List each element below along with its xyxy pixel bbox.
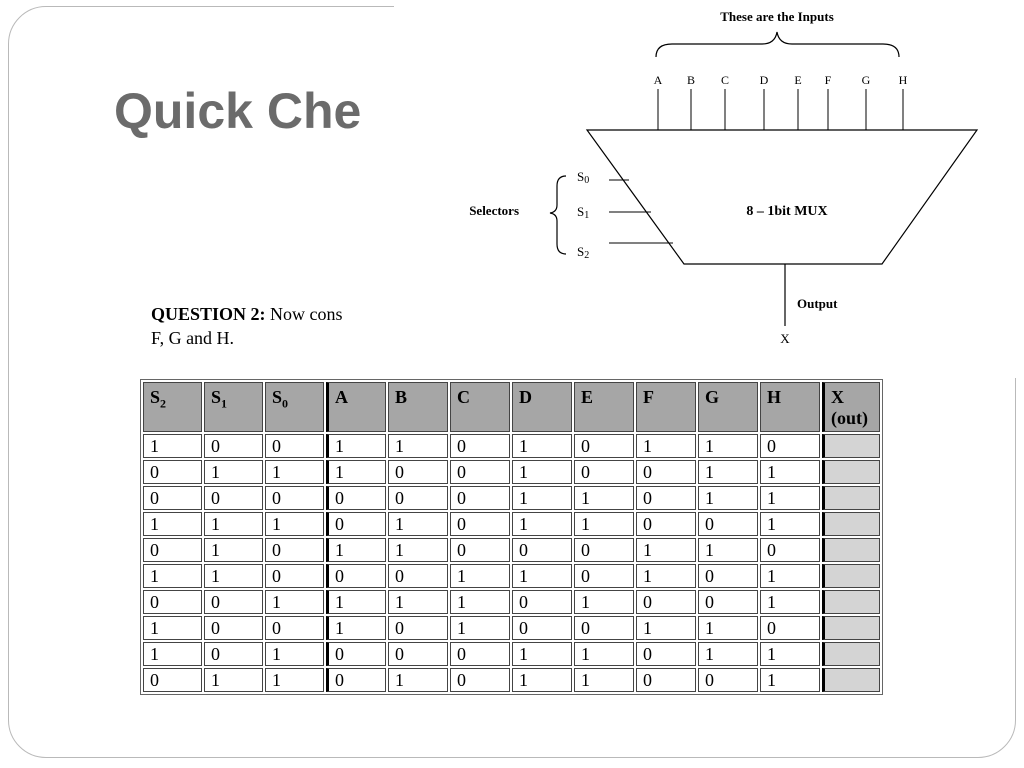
table-row (143, 668, 880, 692)
table-cell: 1 (450, 564, 510, 588)
table-row (143, 460, 880, 484)
output-answer-cell[interactable] (822, 460, 880, 484)
table-cell: 0 (204, 642, 263, 666)
table-cell: 1 (698, 616, 758, 640)
table-row (143, 616, 880, 640)
table-header-x-out (822, 382, 880, 432)
table-cell: 0 (388, 486, 448, 510)
output-answer-cell[interactable] (822, 668, 880, 692)
table-cell: 1 (388, 538, 448, 562)
table-cell: 0 (574, 564, 634, 588)
table-cell: 0 (574, 434, 634, 458)
table-cell: 0 (326, 668, 386, 692)
table-cell: 1 (143, 434, 202, 458)
table-cell: 1 (265, 668, 324, 692)
selector-pins-group (577, 169, 589, 261)
table-cell: 1 (760, 564, 820, 588)
question-text-line2: F, G and H. (151, 328, 235, 348)
table-cell: 0 (143, 486, 202, 510)
table-cell: 0 (388, 616, 448, 640)
output-answer-cell[interactable] (822, 590, 880, 614)
question-label: QUESTION 2: (151, 304, 266, 324)
output-answer-cell[interactable] (822, 616, 880, 640)
table-cell: 0 (204, 486, 263, 510)
slide-title: Quick Che (114, 83, 362, 139)
table-cell: 1 (204, 460, 263, 484)
table-cell: 0 (636, 486, 696, 510)
table-cell: 0 (326, 512, 386, 536)
table-cell: 0 (388, 642, 448, 666)
table-row (143, 590, 880, 614)
table-cell: 1 (265, 460, 324, 484)
output-answer-cell[interactable] (822, 486, 880, 510)
table-cell: 0 (265, 434, 324, 458)
table-cell: 1 (698, 460, 758, 484)
table-header-c: C (450, 382, 510, 432)
table-cell: 1 (636, 616, 696, 640)
input-name-f: F (824, 73, 832, 87)
table-cell: 0 (450, 434, 510, 458)
table-cell: 0 (450, 486, 510, 510)
table-header-a: A (326, 382, 386, 432)
table-cell: 0 (450, 668, 510, 692)
table-cell: 0 (574, 538, 634, 562)
table-row (143, 434, 880, 458)
inputs-label: These are the Inputs (720, 9, 834, 24)
table-cell: 1 (574, 512, 634, 536)
selector-pin-s0: S0 (577, 169, 590, 186)
table-cell: 1 (574, 590, 634, 614)
input-name-g: G (861, 73, 871, 87)
table-cell: 1 (760, 486, 820, 510)
table-cell: 0 (636, 590, 696, 614)
table-cell: 1 (760, 590, 820, 614)
truth-table (141, 380, 882, 694)
table-cell: 1 (204, 512, 263, 536)
table-cell: 1 (388, 590, 448, 614)
table-cell: 1 (265, 642, 324, 666)
table-cell: 1 (326, 460, 386, 484)
table-cell: 1 (450, 590, 510, 614)
table-cell: 0 (698, 668, 758, 692)
table-header-out-label: (out) (831, 408, 868, 428)
selector-pin-s1: S1 (577, 204, 590, 221)
selectors-brace (550, 176, 566, 254)
table-cell: 0 (204, 590, 263, 614)
question-text-block (151, 302, 401, 350)
table-header-b: B (388, 382, 448, 432)
table-cell: 0 (636, 668, 696, 692)
table-cell: 0 (760, 434, 820, 458)
table-cell: 1 (204, 538, 263, 562)
table-cell: 1 (204, 668, 263, 692)
mux-label: 8 – 1bit MUX (746, 204, 828, 219)
table-cell: 1 (512, 668, 572, 692)
selectors-label: Selectors (469, 203, 519, 218)
table-cell: 1 (143, 564, 202, 588)
table-cell: 1 (760, 512, 820, 536)
table-cell: 0 (698, 564, 758, 588)
input-name-d: D (759, 73, 769, 87)
table-header-d: D (512, 382, 572, 432)
table-cell: 0 (574, 460, 634, 484)
table-cell: 0 (636, 642, 696, 666)
inputs-brace (656, 32, 899, 57)
table-cell: 1 (574, 486, 634, 510)
table-cell: 0 (636, 460, 696, 484)
table-cell: 0 (265, 486, 324, 510)
table-cell: 0 (326, 564, 386, 588)
input-names-group (654, 73, 908, 87)
table-cell: 1 (265, 512, 324, 536)
input-lines-group (658, 89, 903, 130)
table-row (143, 486, 880, 510)
table-cell: 1 (326, 590, 386, 614)
table-cell: 0 (388, 460, 448, 484)
table-cell: 1 (698, 538, 758, 562)
output-label: Output (797, 296, 838, 311)
table-cell: 1 (760, 668, 820, 692)
table-cell: 0 (636, 512, 696, 536)
table-cell: 0 (450, 512, 510, 536)
input-name-e: E (794, 73, 802, 87)
table-cell: 1 (512, 486, 572, 510)
table-header-s0: $S_0$ (265, 382, 324, 432)
table-row (143, 642, 880, 666)
table-cell: 0 (574, 616, 634, 640)
table-cell: 1 (698, 642, 758, 666)
table-header-s1: $S_1$ (204, 382, 263, 432)
table-cell: 0 (450, 460, 510, 484)
table-cell: 0 (760, 538, 820, 562)
mux-diagram-panel (394, 0, 1024, 378)
output-answer-cell[interactable] (822, 538, 880, 562)
table-cell: 0 (512, 616, 572, 640)
input-name-c: C (720, 73, 730, 87)
table-cell: 1 (760, 460, 820, 484)
table-cell: 1 (512, 642, 572, 666)
mux-body (587, 130, 977, 264)
table-cell: 1 (574, 668, 634, 692)
table-cell: 1 (636, 538, 696, 562)
table-cell: 0 (265, 616, 324, 640)
table-cell: 1 (636, 434, 696, 458)
table-cell: 1 (388, 512, 448, 536)
table-cell: 0 (388, 564, 448, 588)
table-cell: 0 (698, 512, 758, 536)
table-cell: 1 (326, 434, 386, 458)
table-cell: 1 (450, 616, 510, 640)
question-text: Now cons (270, 304, 343, 324)
table-header-h: H (760, 382, 820, 432)
input-name-h: H (898, 73, 908, 87)
table-cell: 1 (512, 512, 572, 536)
table-cell: 1 (512, 434, 572, 458)
table-cell: 1 (388, 668, 448, 692)
table-cell: 1 (512, 460, 572, 484)
output-pin-label: X (780, 331, 790, 346)
table-cell: 1 (326, 538, 386, 562)
table-header-f: F (636, 382, 696, 432)
table-cell: 0 (698, 590, 758, 614)
output-answer-cell[interactable] (822, 512, 880, 536)
table-cell: 1 (204, 564, 263, 588)
table-header-g: G (698, 382, 758, 432)
table-cell: 1 (388, 434, 448, 458)
truth-table-frame (140, 379, 883, 695)
table-cell: 0 (204, 434, 263, 458)
table-cell: 1 (512, 564, 572, 588)
table-header-x-label: X (831, 387, 844, 407)
table-cell: 1 (143, 642, 202, 666)
table-cell: 0 (326, 642, 386, 666)
table-cell: 1 (698, 434, 758, 458)
table-header-row (143, 382, 880, 432)
table-cell: 0 (143, 668, 202, 692)
table-cell: 1 (574, 642, 634, 666)
table-cell: 0 (204, 616, 263, 640)
input-name-a: A (653, 73, 663, 87)
table-row (143, 564, 880, 588)
table-cell: 0 (265, 564, 324, 588)
table-cell: 1 (636, 564, 696, 588)
table-row (143, 512, 880, 536)
table-cell: 0 (143, 590, 202, 614)
table-cell: 1 (143, 616, 202, 640)
table-cell: 1 (698, 486, 758, 510)
table-cell: 0 (265, 538, 324, 562)
table-cell: 1 (326, 616, 386, 640)
table-cell: 0 (760, 616, 820, 640)
table-cell: 0 (143, 460, 202, 484)
table-cell: 0 (512, 538, 572, 562)
table-cell: 0 (450, 538, 510, 562)
table-row (143, 538, 880, 562)
table-header-s2: $S_2$ (143, 382, 202, 432)
output-answer-cell[interactable] (822, 564, 880, 588)
table-cell: 0 (143, 538, 202, 562)
table-body (143, 434, 880, 692)
table-cell: 0 (512, 590, 572, 614)
table-cell: 0 (450, 642, 510, 666)
table-cell: 1 (760, 642, 820, 666)
output-answer-cell[interactable] (822, 434, 880, 458)
table-cell: 1 (265, 590, 324, 614)
table-header-e: E (574, 382, 634, 432)
mux-diagram (394, 0, 1024, 378)
input-name-b: B (686, 73, 696, 87)
table-cell: 1 (143, 512, 202, 536)
selector-pin-s2: S2 (577, 244, 590, 261)
output-answer-cell[interactable] (822, 642, 880, 666)
table-cell: 0 (326, 486, 386, 510)
